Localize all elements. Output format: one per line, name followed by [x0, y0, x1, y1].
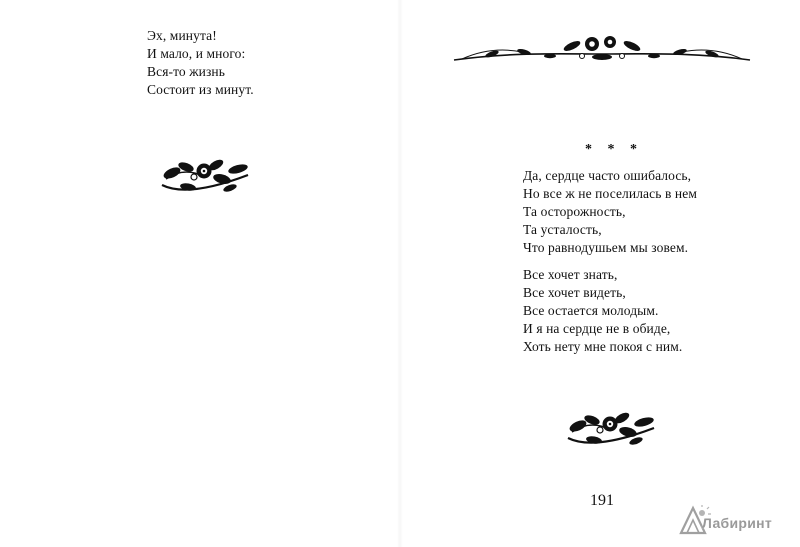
poem-line: И мало, и много:	[147, 46, 246, 61]
poem-stanza	[147, 27, 254, 99]
poem-line: Состоит из минут.	[147, 82, 254, 97]
floral-headpiece-icon	[452, 30, 752, 70]
poem-line: Эх, минута!	[147, 28, 217, 43]
poem-stanza	[523, 266, 682, 356]
page-number: 191	[590, 492, 614, 509]
poem-line: Да, сердце часто ошибалось,	[523, 168, 692, 183]
poem-line: Все хочет видеть,	[523, 285, 626, 300]
poem-line: Та усталость,	[523, 222, 602, 237]
poem-line: Все остается молодым.	[523, 303, 659, 318]
watermark-text: Лабиринт	[702, 515, 773, 531]
poem-stanza	[523, 167, 697, 257]
floral-vignette-icon	[158, 155, 253, 197]
poem-line: Та осторожность,	[523, 204, 626, 219]
poem-line: Но все ж не поселилась в нем	[523, 186, 697, 201]
poem-line: Вся-то жизнь	[147, 64, 226, 79]
section-divider-asterisks: * * *	[585, 142, 643, 157]
floral-vignette-icon	[564, 408, 659, 450]
right-page	[400, 0, 800, 547]
poem-line: И я на сердце не в обиде,	[523, 321, 671, 336]
watermark	[678, 505, 796, 539]
poem-line: Что равнодушьем мы зовем.	[523, 240, 689, 255]
poem-line: Все хочет знать,	[523, 267, 618, 282]
poem-line: Хоть нету мне покоя с ним.	[523, 339, 683, 354]
